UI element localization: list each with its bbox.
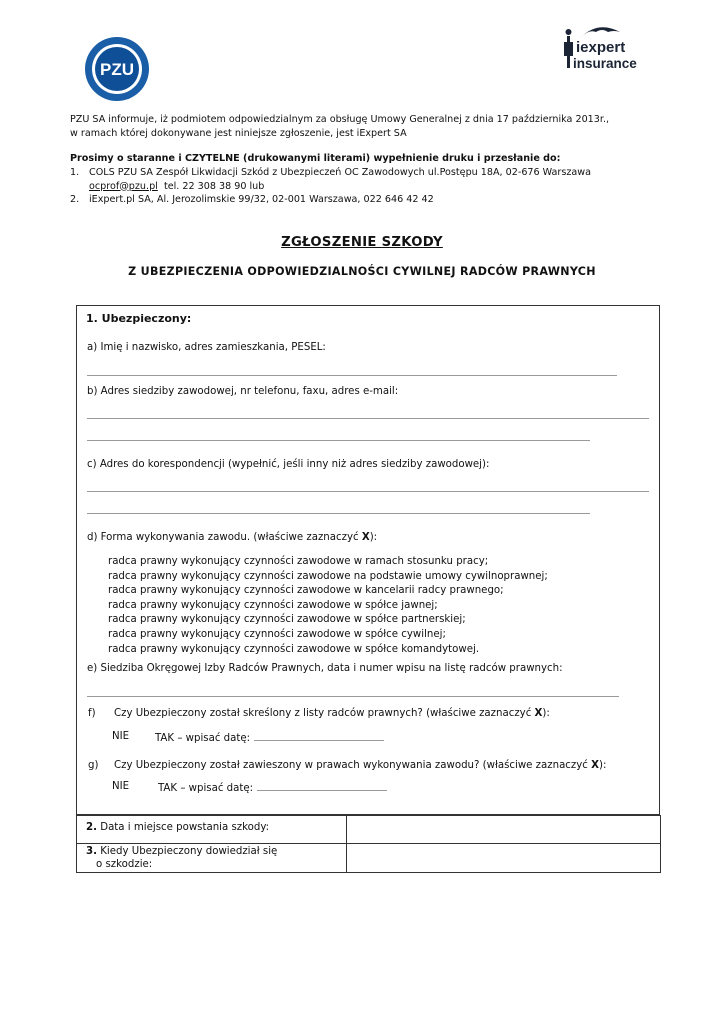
profession-option[interactable]: radca prawny wykonujący czynności zawodowe w spółce komandytowej. xyxy=(108,643,480,655)
profession-option[interactable]: radca prawny wykonujący czynności zawodowe w spółce jawnej; xyxy=(108,599,438,611)
field-f-question-text: Czy Ubezpieczony został skreślony z listy radców prawnych? (właściwe zaznaczyć xyxy=(114,708,535,719)
iexpert-logo-line2: insurance xyxy=(573,56,637,71)
field-g-nie-option[interactable]: NIE xyxy=(112,781,130,792)
profession-option[interactable]: radca prawny wykonujący czynności zawodowe w spółce cywilnej; xyxy=(108,628,446,640)
section-2-answer-cell[interactable] xyxy=(347,816,661,844)
field-g-question-text: Czy Ubezpieczony został zawieszony w prawach wykonywania zawodu? (właściwe zaznaczyć xyxy=(114,760,592,771)
field-d-x-mark: X xyxy=(361,532,370,543)
section-2-label-cell xyxy=(77,816,347,844)
section-2-label: Data i miejsce powstania szkody: xyxy=(100,822,270,833)
contact-item-1-details xyxy=(70,180,591,194)
contact-item-2-number: 2. xyxy=(70,194,80,205)
table-row-section-2 xyxy=(77,816,661,844)
field-c-label: c) Adres do korespondencji (wypełnić, jeśli inny niż adres siedziby zawodowej): xyxy=(87,459,490,470)
section-3-label-line-2: o szkodzie: xyxy=(96,859,153,870)
section-3-label-cell xyxy=(77,844,347,873)
section-3-label-line-1: Kiedy Ubezpieczony dowiedział się xyxy=(100,846,278,857)
contact-item-1-number: 1. xyxy=(70,167,80,178)
field-c-line-1[interactable] xyxy=(87,491,649,492)
profession-option[interactable]: radca prawny wykonujący czynności zawodowe w ramach stosunku pracy; xyxy=(108,556,489,567)
field-b-label: b) Adres siedziby zawodowej, nr telefonu, faxu, adres e-mail: xyxy=(87,386,399,397)
field-f-tak-option[interactable] xyxy=(155,731,384,744)
iexpert-insurance-logo xyxy=(562,22,654,74)
field-f-date-line[interactable] xyxy=(254,731,384,741)
field-g-tak-label: TAK – wpisać datę: xyxy=(158,783,254,794)
form-title-text: ZGŁOSZENIE SZKODY xyxy=(281,235,443,250)
contact-list xyxy=(70,166,591,207)
profession-option[interactable]: radca prawny wykonujący czynności zawodowe w kancelarii radcy prawnego; xyxy=(108,585,504,597)
contact-item-1 xyxy=(70,166,591,180)
contact-item-1-text: COLS PZU SA Zespół Likwidacji Szkód z Ubezpieczeń OC Zawodowych ul.Postępu 18A, 02-676 Warszawa xyxy=(89,167,592,178)
phone-number: tel. 22 308 38 90 lub xyxy=(163,180,265,192)
section-3-number: 3. xyxy=(86,846,97,857)
profession-option[interactable]: radca prawny wykonujący czynności zawodowe na podstawie umowy cywilnoprawnej; xyxy=(108,570,548,582)
intro-text xyxy=(70,113,609,140)
field-f-question xyxy=(114,708,550,719)
field-g-date-line[interactable] xyxy=(257,781,387,791)
field-b-line-1[interactable] xyxy=(87,418,649,419)
field-d-label-end: ): xyxy=(369,532,378,543)
contact-item-2 xyxy=(70,193,591,207)
field-d-label-text: d) Forma wykonywania zawodu. (właściwe zaznaczyć xyxy=(87,532,362,543)
field-b-line-2[interactable] xyxy=(87,440,590,441)
field-g-x-mark: X xyxy=(591,760,599,771)
section-3-answer-cell[interactable] xyxy=(347,844,661,873)
pzu-logo xyxy=(84,36,150,102)
field-a-line[interactable] xyxy=(87,375,617,376)
request-heading: Prosimy o staranne i CZYTELNE (drukowanymi literami) wypełnienie druku i przesłanie do: xyxy=(70,153,561,164)
profession-form-options xyxy=(108,555,548,657)
intro-line-1: PZU SA informuje, iż podmiotem odpowiedzialnym za obsługę Umowy Generalnej z dnia 17 października 2013r., xyxy=(70,114,610,125)
iexpert-logo-line1: iexpert xyxy=(576,39,626,56)
field-g-tak-option[interactable] xyxy=(158,781,387,794)
field-f-tak-label: TAK – wpisać datę: xyxy=(155,733,251,744)
field-f-nie-option[interactable]: NIE xyxy=(112,731,130,742)
field-a-label: a) Imię i nazwisko, adres zamieszkania, PESEL: xyxy=(87,342,326,353)
table-row-section-3 xyxy=(77,844,661,873)
section-1-heading: 1. Ubezpieczony: xyxy=(86,312,192,325)
field-g-question-end: ): xyxy=(599,760,607,771)
field-g-question xyxy=(114,760,606,771)
intro-line-2: w ramach której dokonywane jest niniejsze zgłoszenie, jest iExpert SA xyxy=(70,127,407,139)
field-f-question-end: ): xyxy=(542,708,550,719)
field-d-label xyxy=(87,532,377,543)
pzu-logo-text: PZU xyxy=(100,60,134,79)
field-g-letter: g) xyxy=(88,760,99,771)
section-2-number: 2. xyxy=(86,822,97,833)
field-f-x-mark: X xyxy=(534,708,543,719)
field-e-line[interactable] xyxy=(87,696,619,697)
form-title xyxy=(0,235,724,250)
contact-item-2-text: iExpert.pl SA, Al. Jerozolimskie 99/32, 02-001 Warszawa, 022 646 42 42 xyxy=(89,194,434,205)
field-c-line-2[interactable] xyxy=(87,513,590,514)
damage-details-table xyxy=(76,815,661,873)
email-link[interactable]: ocprof@pzu.pl xyxy=(89,180,158,192)
field-f-letter: f) xyxy=(88,708,96,719)
form-subtitle: Z UBEZPIECZENIA ODPOWIEDZIALNOŚCI CYWILNEJ RADCÓW PRAWNYCH xyxy=(128,265,596,278)
field-e-label: e) Siedziba Okręgowej Izby Radców Prawnych, data i numer wpisu na listę radców prawnych: xyxy=(87,663,563,674)
profession-option[interactable]: radca prawny wykonujący czynności zawodowe w spółce partnerskiej; xyxy=(108,614,466,626)
